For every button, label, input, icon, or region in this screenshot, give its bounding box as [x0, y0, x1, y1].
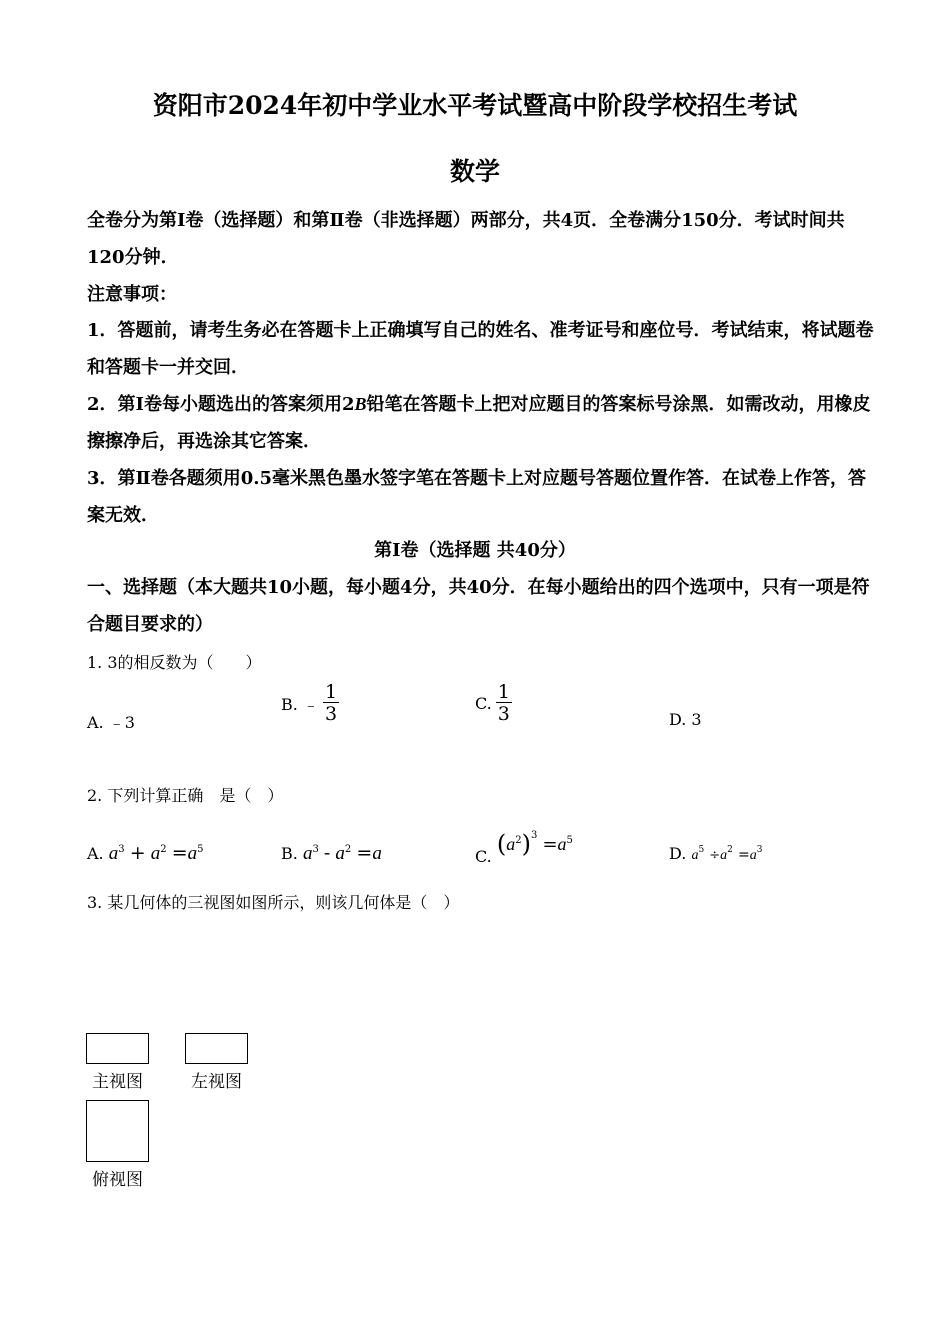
math-equals: = [171, 842, 188, 864]
note-item-2 [87, 386, 877, 460]
math-exponent: 3 [530, 830, 538, 841]
exam-intro: 全卷分为第Ⅰ卷（选择题）和第Ⅱ卷（非选择题）两部分，共4页．全卷满分150分．考试时间共120分钟． [87, 210, 845, 268]
note-item-2-pencil: B [354, 394, 367, 414]
option-b-label: B. ﹣ [281, 695, 319, 714]
note-item-1: 1．答题前，请考生务必在答题卡上正确填写自己的姓名、准考证号和座位号．考试结束，将试题卷和答题卡一并交回． [87, 320, 874, 378]
math-exponent: 5 [197, 844, 204, 855]
fraction-one-third [496, 682, 512, 725]
question-1-stem: 1. 3的相反数为（ ） [87, 653, 262, 672]
top-view-square [86, 1100, 149, 1162]
question-1-option-d: D. 3 [669, 710, 702, 729]
math-exponent: 2 [727, 845, 733, 855]
fraction-numerator: 1 [324, 681, 338, 703]
subject-title: 数学 [449, 157, 500, 186]
fraction-denominator: 3 [497, 703, 510, 725]
option-b-label: B. [281, 844, 298, 863]
math-var: a [302, 843, 313, 864]
note-item-2-end: 铅笔在答题卡上把对应题目的答案标号涂黑．如需改动，用橡皮擦擦净后，再选涂其它答案． [87, 394, 871, 452]
math-var: a [335, 843, 345, 864]
fraction-one-third [323, 682, 339, 725]
fraction-numerator: 1 [497, 681, 510, 703]
math-exponent: 2 [160, 844, 167, 855]
left-view-label: 左视图 [191, 1072, 242, 1092]
math-var: a [187, 843, 198, 864]
math-equals: = [738, 847, 750, 863]
question-2-option-d [669, 844, 762, 864]
math-exponent: 3 [756, 845, 763, 855]
note-item-2-start: 2．第Ⅰ卷每小题选出的答案须用2 [87, 394, 355, 415]
top-view-label: 俯视图 [92, 1170, 143, 1190]
option-a-label: A. [87, 844, 104, 863]
math-exponent: 5 [698, 845, 705, 855]
math-exponent: 5 [566, 835, 573, 846]
math-var: a [150, 843, 161, 864]
question-2-option-b [281, 842, 382, 865]
exam-title: 资阳市2024年初中学业水平考试暨高中阶段学校招生考试 [152, 91, 798, 120]
question-1-option-c [475, 682, 512, 725]
math-minus: - [323, 842, 331, 864]
option-c-label: C. [475, 694, 492, 713]
math-var: a [506, 834, 516, 854]
math-equals: = [356, 842, 373, 864]
math-right-paren: ) [521, 830, 531, 858]
question-2-option-c [475, 830, 573, 866]
section-heading: 第Ⅰ卷（选择题 共40分） [374, 540, 576, 561]
math-equals: = [542, 834, 558, 855]
math-left-paren: ( [496, 830, 507, 858]
option-d-label: D. [669, 844, 687, 863]
math-var: a [691, 848, 699, 863]
question-3-stem: 3. 某几何体的三视图如图所示，则该几何体是（ ） [87, 893, 460, 912]
math-var: a [108, 843, 119, 864]
math-exponent: 3 [118, 844, 125, 855]
question-1-option-a: A. ﹣3 [87, 713, 135, 732]
front-view-rectangle [86, 1033, 149, 1064]
question-1-option-b [281, 682, 339, 725]
math-var: a [720, 848, 728, 863]
notes-heading: 注意事项： [87, 284, 177, 305]
question-2-option-a [87, 842, 203, 865]
math-exponent: 2 [344, 844, 352, 855]
question-2-stem: 2. 下列计算正确 是（ ） [87, 786, 284, 805]
math-divide: ÷ [709, 848, 721, 863]
math-exponent: 2 [515, 835, 522, 846]
math-exponent: 3 [312, 844, 319, 855]
math-var: a [749, 848, 757, 863]
front-view-label: 主视图 [92, 1072, 143, 1092]
fraction-denominator: 3 [324, 703, 338, 725]
part-title: 一、选择题（本大题共10小题，每小题4分，共40分．在每小题给出的四个选项中，只有一项是符合题目要求的） [87, 577, 870, 635]
note-item-3: 3．第Ⅱ卷各题须用0.5毫米黑色墨水签字笔在答题卡上对应题号答题位置作答．在试卷上作答，答案无效． [87, 468, 867, 526]
math-var: a [372, 843, 382, 864]
left-view-rectangle [185, 1033, 248, 1064]
math-plus: + [129, 842, 146, 864]
option-c-label: C. [475, 847, 492, 866]
math-var: a [557, 834, 567, 854]
